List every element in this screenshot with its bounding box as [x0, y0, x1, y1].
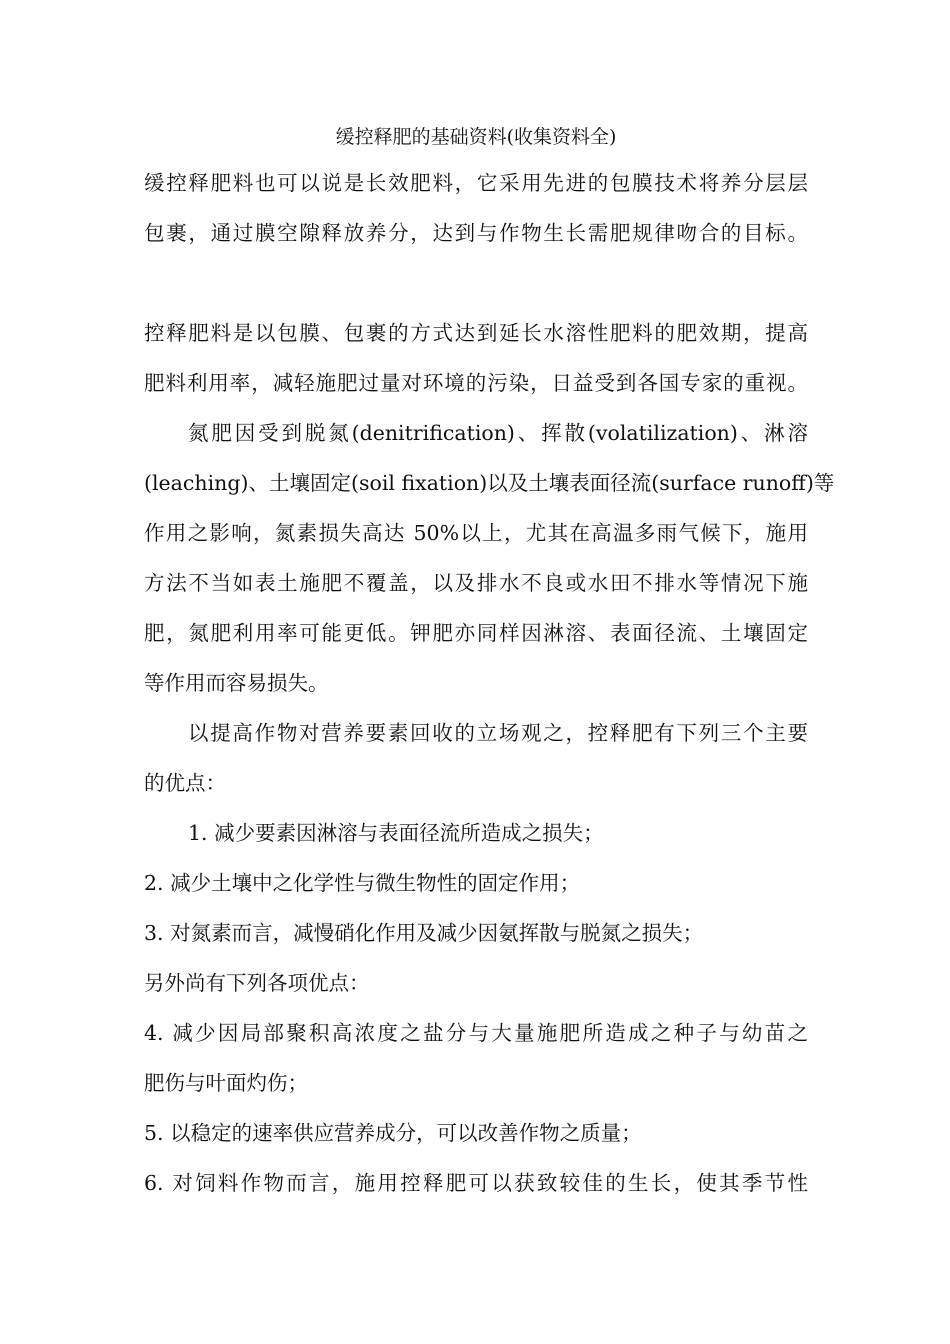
paragraph-line: 氮肥因受到脱氮(denitrification)、挥散(volatilization)、淋溶 [188, 421, 808, 445]
paragraph-line: 的优点： [144, 771, 226, 795]
paragraph-line: 控释肥料是以包膜、包裹的方式达到延长水溶性肥料的肥效期，提高 [144, 321, 808, 345]
list-item: 3. 对氮素而言，减慢硝化作用及减少因氨挥散与脱氮之损失； [144, 921, 704, 945]
paragraph-line: (leaching)、土壤固定(soil fixation)以及土壤表面径流(surface runoff)等 [144, 471, 835, 495]
document-body [144, 116, 835, 1208]
paragraph-line: 另外尚有下列各项优点： [144, 971, 370, 995]
paragraph-line: 肥料利用率，减轻施肥过量对环境的污染，日益受到各国专家的重视。 [144, 371, 808, 395]
paragraph-line: 肥，氮肥利用率可能更低。钾肥亦同样因淋溶、表面径流、土壤固定 [144, 621, 808, 645]
paragraph-line: 方法不当如表土施肥不覆盖，以及排水不良或水田不排水等情况下施 [144, 571, 808, 595]
paragraph-line: 以提高作物对营养要素回收的立场观之，控释肥有下列三个主要 [188, 721, 808, 745]
paragraph-line: 等作用而容易损失。 [144, 671, 329, 695]
document-title: 缓控释肥的基础资料(收集资料全) [335, 126, 617, 148]
paragraph-line: 缓控释肥料也可以说是长效肥料，它采用先进的包膜技术将养分层层 [144, 171, 808, 195]
paragraph-spacer [144, 258, 808, 308]
list-item: 5. 以稳定的速率供应营养成分，可以改善作物之质量； [144, 1121, 642, 1145]
list-item: 1. 减少要素因淋溶与表面径流所造成之损失； [188, 821, 604, 845]
list-item: 6. 对饲料作物而言，施用控释肥可以获致较佳的生长，使其季节性 [144, 1171, 808, 1195]
list-item: 肥伤与叶面灼伤； [144, 1071, 308, 1095]
list-item: 2. 减少土壤中之化学性与微生物性的固定作用； [144, 871, 581, 895]
paragraph-line: 作用之影响，氮素损失高达 50%以上，尤其在高温多雨气候下，施用 [144, 521, 808, 545]
paragraph-line: 包裹，通过膜空隙释放养分，达到与作物生长需肥规律吻合的目标。 [144, 221, 808, 245]
list-item: 4. 减少因局部聚积高浓度之盐分与大量施肥所造成之种子与幼苗之 [144, 1021, 808, 1045]
